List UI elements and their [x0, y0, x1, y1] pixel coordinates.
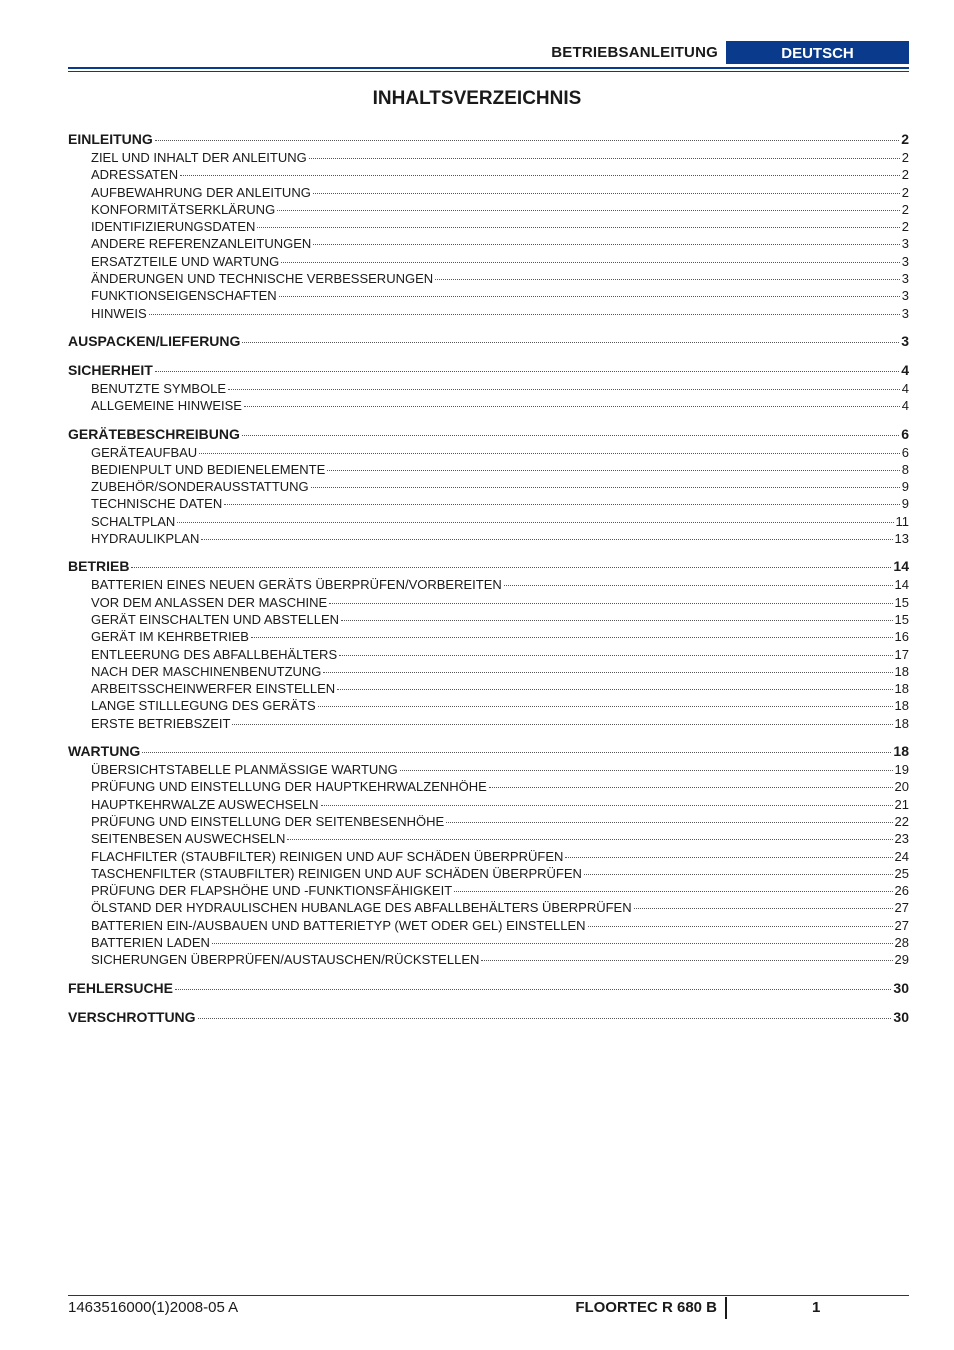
- header-divider: [68, 67, 909, 69]
- toc-entry-page: 4: [901, 380, 909, 396]
- dot-leader: [180, 175, 900, 176]
- toc-entry[interactable]: [68, 918, 909, 935]
- toc-section-heading[interactable]: [68, 362, 909, 381]
- toc-entry[interactable]: [68, 831, 909, 848]
- toc-entry[interactable]: [68, 577, 909, 594]
- dot-leader: [489, 787, 893, 788]
- dot-leader: [198, 1018, 892, 1019]
- dot-leader: [446, 822, 892, 823]
- dot-leader: [435, 279, 900, 280]
- dot-leader: [177, 522, 893, 523]
- toc-entry[interactable]: [68, 866, 909, 883]
- toc-entry[interactable]: [68, 496, 909, 513]
- toc-entry-label: FEHLERSUCHE: [68, 979, 174, 996]
- toc-entry-page: 9: [901, 479, 909, 495]
- toc-section: [68, 1009, 909, 1028]
- toc-section-heading[interactable]: [68, 558, 909, 577]
- toc-section: [68, 426, 909, 549]
- toc-entry-label: SICHERHEIT: [68, 361, 153, 378]
- dot-leader: [313, 193, 900, 194]
- toc-entry[interactable]: [68, 716, 909, 733]
- toc-entry[interactable]: [68, 952, 909, 969]
- toc-section: [68, 131, 909, 323]
- toc-entry-label: VERSCHROTTUNG: [68, 1008, 196, 1025]
- toc-section-heading[interactable]: [68, 980, 909, 999]
- toc-entry-page: 25: [894, 865, 909, 881]
- toc-section-heading[interactable]: [68, 1009, 909, 1028]
- toc-section: [68, 558, 909, 733]
- dot-leader: [321, 805, 893, 806]
- toc-entry-label: TECHNISCHE DATEN: [91, 496, 223, 512]
- dot-leader: [149, 314, 900, 315]
- dot-leader: [481, 960, 892, 961]
- toc-entry-label: SICHERUNGEN ÜBERPRÜFEN/AUSTAUSCHEN/RÜCKSTELLEN: [91, 952, 480, 968]
- toc-entry-label: ENTLEERUNG DES ABFALLBEHÄLTERS: [91, 646, 338, 662]
- table-of-contents: [68, 131, 909, 1038]
- toc-entry[interactable]: [68, 479, 909, 496]
- toc-entry[interactable]: [68, 462, 909, 479]
- toc-entry-page: 2: [901, 184, 909, 200]
- toc-entry-label: IDENTIFIZIERUNGSDATEN: [91, 219, 256, 235]
- toc-entry-label: GERÄT IM KEHRBETRIEB: [91, 629, 249, 645]
- toc-entry-label: BETRIEB: [68, 558, 130, 575]
- toc-entry-page: 2: [901, 131, 909, 147]
- dot-leader: [584, 874, 893, 875]
- toc-entry-label: ÖLSTAND DER HYDRAULISCHEN HUBANLAGE DES ABFALLBEHÄLTERS ÜBERPRÜFEN: [91, 900, 632, 916]
- toc-entry-page: 3: [901, 271, 909, 287]
- toc-entry-page: 15: [894, 594, 909, 610]
- toc-entry-page: 23: [894, 831, 909, 847]
- toc-entry-label: PRÜFUNG UND EINSTELLUNG DER SEITENBESENHÖHE: [91, 813, 445, 829]
- toc-entry-label: LANGE STILLLEGUNG DES GERÄTS: [91, 698, 316, 714]
- page-title: INHALTSVERZEICHNIS: [372, 88, 582, 109]
- dot-leader: [323, 672, 892, 673]
- toc-entry-label: ERSTE BETRIEBSZEIT: [91, 715, 231, 731]
- toc-entry[interactable]: [68, 202, 909, 219]
- toc-entry-page: 15: [894, 611, 909, 627]
- toc-section: [68, 743, 909, 970]
- toc-entry-label: ZUBEHÖR/SONDERAUSSTATTUNG: [91, 479, 309, 495]
- toc-entry-label: BENUTZTE SYMBOLE: [91, 380, 227, 396]
- toc-entry[interactable]: [68, 271, 909, 288]
- toc-entry-label: BATTERIEN EIN-/AUSBAUEN UND BATTERIETYP (WET ODER GEL) EINSTELLEN: [91, 917, 586, 933]
- dot-leader: [454, 891, 892, 892]
- toc-entry-page: 2: [901, 201, 909, 217]
- header-divider-thin: [68, 71, 909, 72]
- dot-leader: [257, 227, 899, 228]
- toc-entry[interactable]: [68, 306, 909, 323]
- dot-leader: [329, 603, 892, 604]
- toc-section-heading[interactable]: [68, 426, 909, 445]
- toc-section-heading[interactable]: [68, 333, 909, 352]
- toc-entry-label: SEITENBESEN AUSWECHSELN: [91, 831, 286, 847]
- toc-entry-label: WARTUNG: [68, 743, 141, 760]
- toc-entry[interactable]: [68, 167, 909, 184]
- toc-entry-page: 18: [894, 663, 909, 679]
- toc-entry-label: ARBEITSSCHEINWERFER EINSTELLEN: [91, 681, 336, 697]
- toc-entry-label: ÜBERSICHTSTABELLE PLANMÄSSIGE WARTUNG: [91, 762, 398, 778]
- toc-entry-label: BEDIENPULT UND BEDIENELEMENTE: [91, 461, 326, 477]
- toc-entry-label: AUSPACKEN/LIEFERUNG: [68, 332, 241, 349]
- dot-leader: [504, 585, 893, 586]
- toc-entry-page: 18: [894, 715, 909, 731]
- toc-entry-label: VOR DEM ANLASSEN DER MASCHINE: [91, 594, 328, 610]
- toc-section: [68, 980, 909, 999]
- toc-entry[interactable]: [68, 797, 909, 814]
- dot-leader: [242, 342, 899, 343]
- dot-leader: [212, 943, 893, 944]
- toc-entry[interactable]: [68, 236, 909, 253]
- toc-entry-label: NACH DER MASCHINENBENUTZUNG: [91, 663, 322, 679]
- dot-leader: [251, 637, 893, 638]
- dot-leader: [175, 989, 891, 990]
- dot-leader: [634, 908, 893, 909]
- toc-entry[interactable]: [68, 814, 909, 831]
- toc-entry[interactable]: [68, 779, 909, 796]
- document-code: 1463516000(1)2008-05 A: [68, 1299, 239, 1316]
- toc-entry-page: 30: [893, 1008, 909, 1025]
- dot-leader: [311, 487, 900, 488]
- toc-entry-page: 14: [893, 558, 909, 575]
- toc-entry-label: KONFORMITÄTSERKLÄRUNG: [91, 201, 276, 217]
- dot-leader: [224, 504, 900, 505]
- toc-entry-label: PRÜFUNG DER FLAPSHÖHE UND -FUNKTIONSFÄHIGKEIT: [91, 883, 453, 899]
- toc-section: [68, 362, 909, 416]
- toc-entry-page: 3: [901, 332, 909, 349]
- toc-entry-label: FLACHFILTER (STAUBFILTER) REINIGEN UND AUF SCHÄDEN ÜBERPRÜFEN: [91, 848, 564, 864]
- dot-leader: [281, 262, 899, 263]
- toc-entry[interactable]: [68, 185, 909, 202]
- dot-leader: [277, 210, 900, 211]
- dot-leader: [228, 389, 900, 390]
- footer-divider: [68, 1295, 909, 1296]
- toc-entry-label: BATTERIEN EINES NEUEN GERÄTS ÜBERPRÜFEN/VORBEREITEN: [91, 577, 502, 593]
- toc-entry-label: ÄNDERUNGEN UND TECHNISCHE VERBESSERUNGEN: [91, 271, 434, 287]
- toc-entry-label: ZIEL UND INHALT DER ANLEITUNG: [91, 150, 307, 165]
- toc-entry-label: PRÜFUNG UND EINSTELLUNG DER HAUPTKEHRWALZENHÖHE: [91, 779, 487, 795]
- toc-entry-label: GERÄT EINSCHALTEN UND ABSTELLEN: [91, 611, 340, 627]
- toc-entry-label: ANDERE REFERENZANLEITUNGEN: [91, 236, 312, 252]
- toc-entry[interactable]: [68, 849, 909, 866]
- toc-entry[interactable]: [68, 629, 909, 646]
- toc-entry-label: BATTERIEN LADEN: [91, 934, 210, 950]
- toc-entry[interactable]: [68, 762, 909, 779]
- toc-entry-page: 3: [901, 288, 909, 304]
- toc-entry[interactable]: [68, 681, 909, 698]
- toc-entry[interactable]: [68, 150, 909, 167]
- dot-leader: [339, 655, 892, 656]
- toc-entry-page: 2: [901, 219, 909, 235]
- toc-entry[interactable]: [68, 381, 909, 398]
- toc-entry[interactable]: [68, 531, 909, 548]
- dot-leader: [313, 244, 899, 245]
- toc-entry-page: 4: [901, 361, 909, 378]
- dot-leader: [244, 406, 900, 407]
- toc-entry[interactable]: [68, 900, 909, 917]
- toc-entry-label: FUNKTIONSEIGENSCHAFTEN: [91, 288, 277, 304]
- toc-entry[interactable]: [68, 288, 909, 305]
- toc-entry-page: 3: [901, 305, 909, 321]
- toc-entry-label: ADRESSATEN: [91, 167, 179, 183]
- toc-entry-page: 28: [894, 934, 909, 950]
- toc-entry-page: 19: [894, 762, 909, 778]
- toc-section: [68, 333, 909, 352]
- dot-leader: [318, 706, 893, 707]
- toc-entry-page: 30: [893, 979, 909, 996]
- toc-entry-label: ALLGEMEINE HINWEISE: [91, 398, 242, 414]
- toc-entry-page: 18: [893, 743, 909, 760]
- toc-entry[interactable]: [68, 698, 909, 715]
- toc-entry-page: 27: [894, 900, 909, 916]
- toc-entry-page: 24: [894, 848, 909, 864]
- toc-entry-label: SCHALTPLAN: [91, 513, 176, 529]
- page-number: 1: [812, 1299, 821, 1316]
- footer-separator: [725, 1297, 727, 1319]
- toc-section-heading[interactable]: [68, 743, 909, 762]
- dot-leader: [131, 567, 891, 568]
- dot-leader: [337, 689, 892, 690]
- toc-entry-page: 11: [895, 513, 909, 529]
- toc-entry[interactable]: [68, 398, 909, 415]
- toc-entry-label: ERSATZTEILE UND WARTUNG: [91, 253, 280, 269]
- toc-section-heading[interactable]: [68, 131, 909, 150]
- toc-entry-page: 21: [894, 796, 909, 812]
- dot-leader: [309, 158, 900, 159]
- toc-entry[interactable]: [68, 445, 909, 462]
- toc-entry[interactable]: [68, 883, 909, 900]
- dot-leader: [279, 296, 900, 297]
- toc-entry-label: HINWEIS: [91, 305, 147, 321]
- dot-leader: [232, 724, 892, 725]
- dot-leader: [142, 752, 891, 753]
- language-badge: DEUTSCH: [726, 41, 909, 64]
- toc-entry-page: 3: [901, 253, 909, 269]
- toc-entry[interactable]: [68, 664, 909, 681]
- toc-entry[interactable]: [68, 595, 909, 612]
- toc-entry-page: 13: [894, 531, 909, 547]
- toc-entry-page: 18: [894, 698, 909, 714]
- toc-entry-page: 14: [894, 577, 909, 593]
- toc-entry[interactable]: [68, 254, 909, 271]
- dot-leader: [400, 770, 893, 771]
- dot-leader: [155, 140, 899, 141]
- toc-entry[interactable]: [68, 612, 909, 629]
- toc-entry-label: GERÄTEBESCHREIBUNG: [68, 425, 240, 442]
- toc-entry-label: EINLEITUNG: [68, 131, 153, 147]
- toc-entry-page: 20: [894, 779, 909, 795]
- toc-entry-page: 2: [901, 167, 909, 183]
- toc-entry-page: 26: [894, 883, 909, 899]
- dot-leader: [199, 453, 900, 454]
- dot-leader: [287, 839, 892, 840]
- toc-entry-page: 16: [894, 629, 909, 645]
- toc-entry-page: 22: [894, 813, 909, 829]
- toc-entry-page: 18: [894, 681, 909, 697]
- toc-entry-page: 3: [901, 236, 909, 252]
- toc-entry-label: AUFBEWAHRUNG DER ANLEITUNG: [91, 184, 311, 200]
- toc-entry[interactable]: [68, 514, 909, 531]
- toc-entry-page: 4: [901, 398, 909, 414]
- toc-entry-label: GERÄTEAUFBAU: [91, 444, 198, 460]
- toc-entry-page: 6: [901, 444, 909, 460]
- dot-leader: [242, 435, 899, 436]
- toc-entry-page: 2: [901, 150, 909, 165]
- toc-entry-label: HAUPTKEHRWALZE AUSWECHSELN: [91, 796, 319, 812]
- toc-entry[interactable]: [68, 935, 909, 952]
- toc-entry-page: 27: [894, 917, 909, 933]
- header-title: BETRIEBSANLEITUNG: [551, 44, 718, 61]
- toc-entry[interactable]: [68, 219, 909, 236]
- dot-leader: [201, 539, 892, 540]
- toc-entry-page: 6: [901, 425, 909, 442]
- dot-leader: [341, 620, 893, 621]
- dot-leader: [327, 470, 899, 471]
- toc-entry-label: TASCHENFILTER (STAUBFILTER) REINIGEN UND AUF SCHÄDEN ÜBERPRÜFEN: [91, 865, 582, 881]
- toc-entry-page: 29: [894, 952, 909, 968]
- toc-entry-page: 9: [901, 496, 909, 512]
- toc-entry[interactable]: [68, 647, 909, 664]
- dot-leader: [155, 371, 899, 372]
- toc-entry-page: 8: [901, 461, 909, 477]
- dot-leader: [565, 857, 892, 858]
- toc-entry-page: 17: [894, 646, 909, 662]
- product-model: FLOORTEC R 680 B: [575, 1299, 717, 1316]
- toc-entry-label: HYDRAULIKPLAN: [91, 531, 200, 547]
- dot-leader: [588, 926, 893, 927]
